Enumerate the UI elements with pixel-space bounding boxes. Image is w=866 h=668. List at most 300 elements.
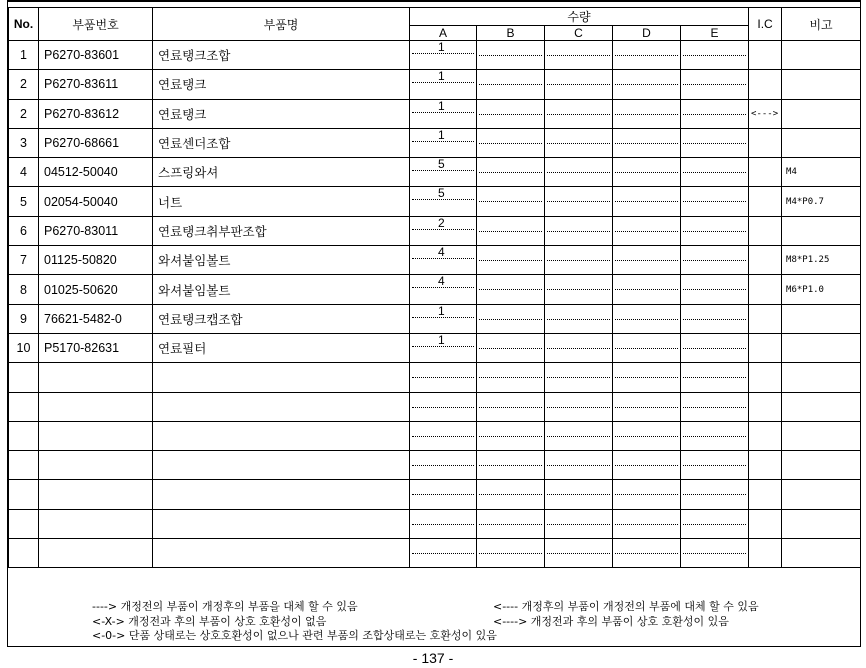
row-qty-c bbox=[545, 99, 613, 128]
qty-value: 1 bbox=[438, 99, 445, 113]
row-part-number: P6270-83011 bbox=[39, 216, 153, 245]
row-qty-e bbox=[681, 275, 749, 304]
row-qty-b bbox=[477, 41, 545, 70]
dotted-underline bbox=[615, 319, 678, 320]
row-qty-d bbox=[613, 41, 681, 70]
dotted-underline bbox=[412, 436, 474, 437]
dotted-underline bbox=[547, 377, 610, 378]
row-qty-c bbox=[545, 216, 613, 245]
row-qty-d bbox=[613, 158, 681, 187]
dotted-underline bbox=[683, 319, 746, 320]
qty-value: 5 bbox=[438, 186, 445, 201]
dotted-underline bbox=[547, 172, 610, 173]
row-qty-d bbox=[613, 128, 681, 157]
dotted-underline bbox=[683, 84, 746, 85]
dotted-underline bbox=[412, 229, 474, 230]
row-part-number bbox=[39, 480, 153, 509]
dotted-underline bbox=[615, 436, 678, 437]
row-ic bbox=[749, 539, 782, 568]
row-qty-b bbox=[477, 539, 545, 568]
dotted-underline bbox=[479, 553, 542, 554]
dotted-underline bbox=[615, 348, 678, 349]
dotted-underline bbox=[479, 260, 542, 261]
dotted-underline bbox=[615, 553, 678, 554]
row-qty-d bbox=[613, 333, 681, 362]
dotted-underline bbox=[412, 82, 474, 83]
row-qty-a bbox=[410, 451, 477, 480]
dotted-underline bbox=[547, 319, 610, 320]
dotted-underline bbox=[683, 114, 746, 115]
row-qty-c bbox=[545, 392, 613, 421]
dotted-underline bbox=[683, 377, 746, 378]
row-ic bbox=[749, 41, 782, 70]
row-ic: <---> bbox=[749, 99, 782, 128]
row-remark bbox=[782, 216, 861, 245]
row-part-number: P6270-83612 bbox=[39, 99, 153, 128]
row-part-name: 연료센더조합 bbox=[153, 128, 410, 157]
row-remark: M4 bbox=[782, 158, 861, 187]
row-part-name: 연료탱크 bbox=[153, 70, 410, 99]
table-row bbox=[9, 216, 861, 245]
row-part-name bbox=[153, 480, 410, 509]
row-qty-e bbox=[681, 70, 749, 99]
table-row bbox=[9, 187, 861, 216]
row-no bbox=[9, 421, 39, 450]
row-qty-c bbox=[545, 187, 613, 216]
dotted-underline bbox=[479, 319, 542, 320]
row-qty-e bbox=[681, 158, 749, 187]
dotted-underline bbox=[615, 114, 678, 115]
row-qty-d bbox=[613, 187, 681, 216]
dotted-underline bbox=[683, 143, 746, 144]
header-part-name: 부품명 bbox=[153, 8, 410, 41]
row-qty-e bbox=[681, 509, 749, 538]
header-part-number: 부품번호 bbox=[39, 8, 153, 41]
row-ic bbox=[749, 275, 782, 304]
dotted-underline bbox=[479, 289, 542, 290]
legend-mutual: <----> 개정전과 후의 부품이 상호 호환성이 있음 bbox=[493, 614, 729, 628]
row-qty-a bbox=[410, 99, 477, 128]
dotted-underline bbox=[615, 465, 678, 466]
row-no bbox=[9, 392, 39, 421]
row-qty-c bbox=[545, 246, 613, 275]
row-ic bbox=[749, 246, 782, 275]
row-qty-e bbox=[681, 187, 749, 216]
row-remark bbox=[782, 363, 861, 392]
row-part-name: 연료탱크취부판조합 bbox=[153, 216, 410, 245]
row-ic bbox=[749, 158, 782, 187]
row-no bbox=[9, 451, 39, 480]
row-qty-e bbox=[681, 99, 749, 128]
row-qty-a bbox=[410, 41, 477, 70]
row-qty-c bbox=[545, 451, 613, 480]
dotted-underline bbox=[615, 494, 678, 495]
header-qty-e: E bbox=[681, 26, 749, 41]
row-no: 1 bbox=[9, 41, 39, 70]
row-part-name: 스프링와셔 bbox=[153, 158, 410, 187]
row-ic bbox=[749, 304, 782, 333]
dotted-underline bbox=[615, 143, 678, 144]
table-row bbox=[9, 333, 861, 362]
legend-left-column bbox=[92, 600, 358, 629]
dotted-underline bbox=[412, 553, 474, 554]
row-no: 2 bbox=[9, 99, 39, 128]
header-ic: I.C bbox=[749, 8, 782, 41]
row-qty-e bbox=[681, 304, 749, 333]
row-qty-d bbox=[613, 363, 681, 392]
dotted-underline bbox=[615, 260, 678, 261]
dotted-underline bbox=[683, 553, 746, 554]
row-remark bbox=[782, 70, 861, 99]
row-qty-a bbox=[410, 216, 477, 245]
row-qty-a bbox=[410, 304, 477, 333]
dotted-underline bbox=[479, 348, 542, 349]
interchangeability-legend bbox=[8, 600, 860, 647]
table-row bbox=[9, 275, 861, 304]
row-ic bbox=[749, 70, 782, 99]
qty-value: 1 bbox=[438, 40, 445, 54]
legend-forward: ----> 개정전의 부품이 개정후의 부품을 대체 할 수 있음 bbox=[92, 600, 358, 613]
qty-value: 1 bbox=[438, 128, 445, 142]
row-qty-a bbox=[410, 539, 477, 568]
row-qty-b bbox=[477, 246, 545, 275]
row-qty-d bbox=[613, 99, 681, 128]
dotted-underline bbox=[412, 465, 474, 466]
table-row bbox=[9, 539, 861, 568]
row-qty-e bbox=[681, 333, 749, 362]
dotted-underline bbox=[615, 377, 678, 378]
dotted-underline bbox=[615, 84, 678, 85]
row-no bbox=[9, 480, 39, 509]
row-qty-b bbox=[477, 421, 545, 450]
dotted-underline bbox=[412, 170, 474, 171]
row-qty-c bbox=[545, 70, 613, 99]
dotted-underline bbox=[547, 114, 610, 115]
row-part-number bbox=[39, 421, 153, 450]
header-qty-c: C bbox=[545, 26, 613, 41]
dotted-underline bbox=[479, 231, 542, 232]
row-qty-c bbox=[545, 509, 613, 538]
row-remark bbox=[782, 451, 861, 480]
row-part-number bbox=[39, 451, 153, 480]
row-qty-c bbox=[545, 41, 613, 70]
table-row bbox=[9, 421, 861, 450]
row-qty-d bbox=[613, 246, 681, 275]
dotted-underline bbox=[615, 231, 678, 232]
row-remark bbox=[782, 421, 861, 450]
dotted-underline bbox=[479, 84, 542, 85]
row-no: 9 bbox=[9, 304, 39, 333]
row-qty-c bbox=[545, 158, 613, 187]
dotted-underline bbox=[683, 494, 746, 495]
row-ic bbox=[749, 421, 782, 450]
dotted-underline bbox=[547, 84, 610, 85]
row-qty-c bbox=[545, 275, 613, 304]
row-no: 7 bbox=[9, 246, 39, 275]
row-qty-e bbox=[681, 216, 749, 245]
legend-right-column bbox=[493, 600, 759, 629]
row-qty-c bbox=[545, 333, 613, 362]
row-qty-a bbox=[410, 187, 477, 216]
dotted-underline bbox=[615, 55, 678, 56]
dotted-underline bbox=[683, 172, 746, 173]
row-remark bbox=[782, 509, 861, 538]
row-part-number: P6270-83611 bbox=[39, 70, 153, 99]
dotted-underline bbox=[479, 494, 542, 495]
row-remark: M8*P1.25 bbox=[782, 246, 861, 275]
dotted-underline bbox=[547, 553, 610, 554]
parts-table-body bbox=[9, 41, 861, 568]
row-ic bbox=[749, 363, 782, 392]
row-qty-b bbox=[477, 333, 545, 362]
dotted-underline bbox=[479, 436, 542, 437]
dotted-underline bbox=[412, 524, 474, 525]
dotted-underline bbox=[479, 114, 542, 115]
dotted-underline bbox=[683, 407, 746, 408]
row-part-number: P5170-82631 bbox=[39, 333, 153, 362]
dotted-underline bbox=[412, 407, 474, 408]
dotted-underline bbox=[547, 55, 610, 56]
header-row bbox=[9, 8, 861, 26]
row-qty-a bbox=[410, 158, 477, 187]
dotted-underline bbox=[547, 143, 610, 144]
table-row bbox=[9, 246, 861, 275]
row-part-name: 와셔붙임볼트 bbox=[153, 246, 410, 275]
row-qty-b bbox=[477, 480, 545, 509]
row-remark: M4*P0.7 bbox=[782, 187, 861, 216]
dotted-underline bbox=[615, 524, 678, 525]
row-remark bbox=[782, 333, 861, 362]
row-ic bbox=[749, 216, 782, 245]
header-remarks: 비고 bbox=[782, 8, 861, 41]
row-part-number: P6270-68661 bbox=[39, 128, 153, 157]
dotted-underline bbox=[683, 465, 746, 466]
parts-list-sheet bbox=[7, 0, 861, 647]
dotted-underline bbox=[479, 143, 542, 144]
row-qty-a bbox=[410, 275, 477, 304]
dotted-underline bbox=[412, 258, 474, 259]
dotted-underline bbox=[479, 524, 542, 525]
row-qty-b bbox=[477, 128, 545, 157]
row-qty-d bbox=[613, 392, 681, 421]
dotted-underline bbox=[683, 231, 746, 232]
legend-none: <-X-> 개정전과 후의 부품이 상호 호환성이 없음 bbox=[92, 614, 327, 628]
dotted-underline bbox=[479, 172, 542, 173]
dotted-underline bbox=[479, 377, 542, 378]
qty-value: 1 bbox=[438, 333, 445, 347]
row-part-number: 01025-50620 bbox=[39, 275, 153, 304]
row-qty-d bbox=[613, 451, 681, 480]
qty-value: 1 bbox=[438, 69, 445, 84]
dotted-underline bbox=[412, 377, 474, 378]
row-qty-b bbox=[477, 158, 545, 187]
table-row bbox=[9, 41, 861, 70]
dotted-underline bbox=[615, 172, 678, 173]
dotted-underline bbox=[479, 407, 542, 408]
row-qty-b bbox=[477, 187, 545, 216]
row-part-name bbox=[153, 509, 410, 538]
row-qty-b bbox=[477, 451, 545, 480]
row-qty-d bbox=[613, 70, 681, 99]
row-qty-a bbox=[410, 246, 477, 275]
row-no: 5 bbox=[9, 187, 39, 216]
legend-assembly: <-0-> 단품 상태로는 상호호환성이 없으나 관련 부품의 조합상태로는 호환성이 있음 bbox=[92, 629, 497, 642]
top-border-line bbox=[8, 1, 860, 2]
row-part-number bbox=[39, 392, 153, 421]
dotted-underline bbox=[412, 199, 474, 200]
dotted-underline bbox=[547, 289, 610, 290]
qty-value: 4 bbox=[438, 274, 445, 289]
row-part-name bbox=[153, 539, 410, 568]
table-row bbox=[9, 392, 861, 421]
row-part-name: 연료탱크캡조합 bbox=[153, 304, 410, 333]
header-qty-a: A bbox=[410, 26, 477, 41]
row-ic bbox=[749, 451, 782, 480]
row-qty-c bbox=[545, 421, 613, 450]
row-ic bbox=[749, 128, 782, 157]
dotted-underline bbox=[615, 289, 678, 290]
dotted-underline bbox=[683, 201, 746, 202]
row-ic bbox=[749, 509, 782, 538]
row-part-number: 04512-50040 bbox=[39, 158, 153, 187]
row-ic bbox=[749, 187, 782, 216]
row-qty-d bbox=[613, 539, 681, 568]
row-qty-b bbox=[477, 275, 545, 304]
row-qty-c bbox=[545, 363, 613, 392]
table-row bbox=[9, 304, 861, 333]
dotted-underline bbox=[412, 346, 474, 347]
row-remark bbox=[782, 480, 861, 509]
header-quantity: 수량 bbox=[410, 8, 749, 26]
row-qty-c bbox=[545, 480, 613, 509]
dotted-underline bbox=[683, 348, 746, 349]
row-part-name bbox=[153, 421, 410, 450]
table-row bbox=[9, 70, 861, 99]
row-qty-c bbox=[545, 539, 613, 568]
dotted-underline bbox=[412, 53, 474, 54]
row-no: 2 bbox=[9, 70, 39, 99]
dotted-underline bbox=[615, 407, 678, 408]
dotted-underline bbox=[547, 494, 610, 495]
row-qty-a bbox=[410, 480, 477, 509]
dotted-underline bbox=[547, 260, 610, 261]
dotted-underline bbox=[683, 524, 746, 525]
row-qty-e bbox=[681, 539, 749, 568]
dotted-underline bbox=[547, 407, 610, 408]
row-ic bbox=[749, 480, 782, 509]
dotted-underline bbox=[412, 287, 474, 288]
dotted-underline bbox=[683, 289, 746, 290]
page-number: - 137 - bbox=[412, 650, 454, 666]
table-row bbox=[9, 451, 861, 480]
row-qty-e bbox=[681, 128, 749, 157]
row-remark bbox=[782, 539, 861, 568]
header-qty-b: B bbox=[477, 26, 545, 41]
dotted-underline bbox=[547, 524, 610, 525]
row-no: 6 bbox=[9, 216, 39, 245]
row-qty-a bbox=[410, 363, 477, 392]
parts-table bbox=[8, 7, 861, 568]
row-part-name bbox=[153, 451, 410, 480]
row-part-name: 와셔붙임볼트 bbox=[153, 275, 410, 304]
dotted-underline bbox=[547, 231, 610, 232]
dotted-underline bbox=[412, 141, 474, 142]
row-qty-e bbox=[681, 421, 749, 450]
row-qty-d bbox=[613, 275, 681, 304]
row-qty-e bbox=[681, 480, 749, 509]
row-no: 3 bbox=[9, 128, 39, 157]
row-qty-e bbox=[681, 363, 749, 392]
row-part-name: 연료탱크 bbox=[153, 99, 410, 128]
dotted-underline bbox=[412, 494, 474, 495]
qty-value: 1 bbox=[438, 304, 445, 318]
row-qty-a bbox=[410, 333, 477, 362]
dotted-underline bbox=[412, 317, 474, 318]
row-remark bbox=[782, 99, 861, 128]
row-remark bbox=[782, 304, 861, 333]
dotted-underline bbox=[547, 436, 610, 437]
row-qty-a bbox=[410, 392, 477, 421]
row-qty-b bbox=[477, 70, 545, 99]
row-qty-d bbox=[613, 509, 681, 538]
row-ic bbox=[749, 392, 782, 421]
legend-backward: <---- 개정후의 부품이 개정전의 부품에 대체 할 수 있음 bbox=[493, 600, 759, 613]
row-qty-e bbox=[681, 246, 749, 275]
row-qty-b bbox=[477, 509, 545, 538]
row-no bbox=[9, 509, 39, 538]
row-no: 4 bbox=[9, 158, 39, 187]
row-part-number bbox=[39, 363, 153, 392]
table-row bbox=[9, 158, 861, 187]
row-part-number: 01125-50820 bbox=[39, 246, 153, 275]
row-qty-b bbox=[477, 304, 545, 333]
dotted-underline bbox=[547, 465, 610, 466]
dotted-underline bbox=[479, 201, 542, 202]
row-remark bbox=[782, 41, 861, 70]
row-qty-c bbox=[545, 304, 613, 333]
row-no: 8 bbox=[9, 275, 39, 304]
qty-value: 5 bbox=[438, 157, 445, 172]
row-qty-e bbox=[681, 392, 749, 421]
header-qty-d: D bbox=[613, 26, 681, 41]
row-remark bbox=[782, 128, 861, 157]
dotted-underline bbox=[547, 348, 610, 349]
row-qty-c bbox=[545, 128, 613, 157]
row-qty-b bbox=[477, 392, 545, 421]
row-part-number: 76621-5482-0 bbox=[39, 304, 153, 333]
row-remark bbox=[782, 392, 861, 421]
dotted-underline bbox=[412, 112, 474, 113]
row-qty-d bbox=[613, 216, 681, 245]
table-row bbox=[9, 128, 861, 157]
row-no bbox=[9, 363, 39, 392]
dotted-underline bbox=[683, 260, 746, 261]
row-part-number: P6270-83601 bbox=[39, 41, 153, 70]
dotted-underline bbox=[683, 55, 746, 56]
row-qty-a bbox=[410, 128, 477, 157]
dotted-underline bbox=[479, 465, 542, 466]
row-qty-b bbox=[477, 216, 545, 245]
table-row bbox=[9, 99, 861, 128]
row-part-name: 너트 bbox=[153, 187, 410, 216]
dotted-underline bbox=[683, 436, 746, 437]
row-part-name: 연료탱크조합 bbox=[153, 41, 410, 70]
row-qty-b bbox=[477, 363, 545, 392]
row-part-number: 02054-50040 bbox=[39, 187, 153, 216]
row-part-number bbox=[39, 509, 153, 538]
table-row bbox=[9, 509, 861, 538]
row-remark: M6*P1.0 bbox=[782, 275, 861, 304]
